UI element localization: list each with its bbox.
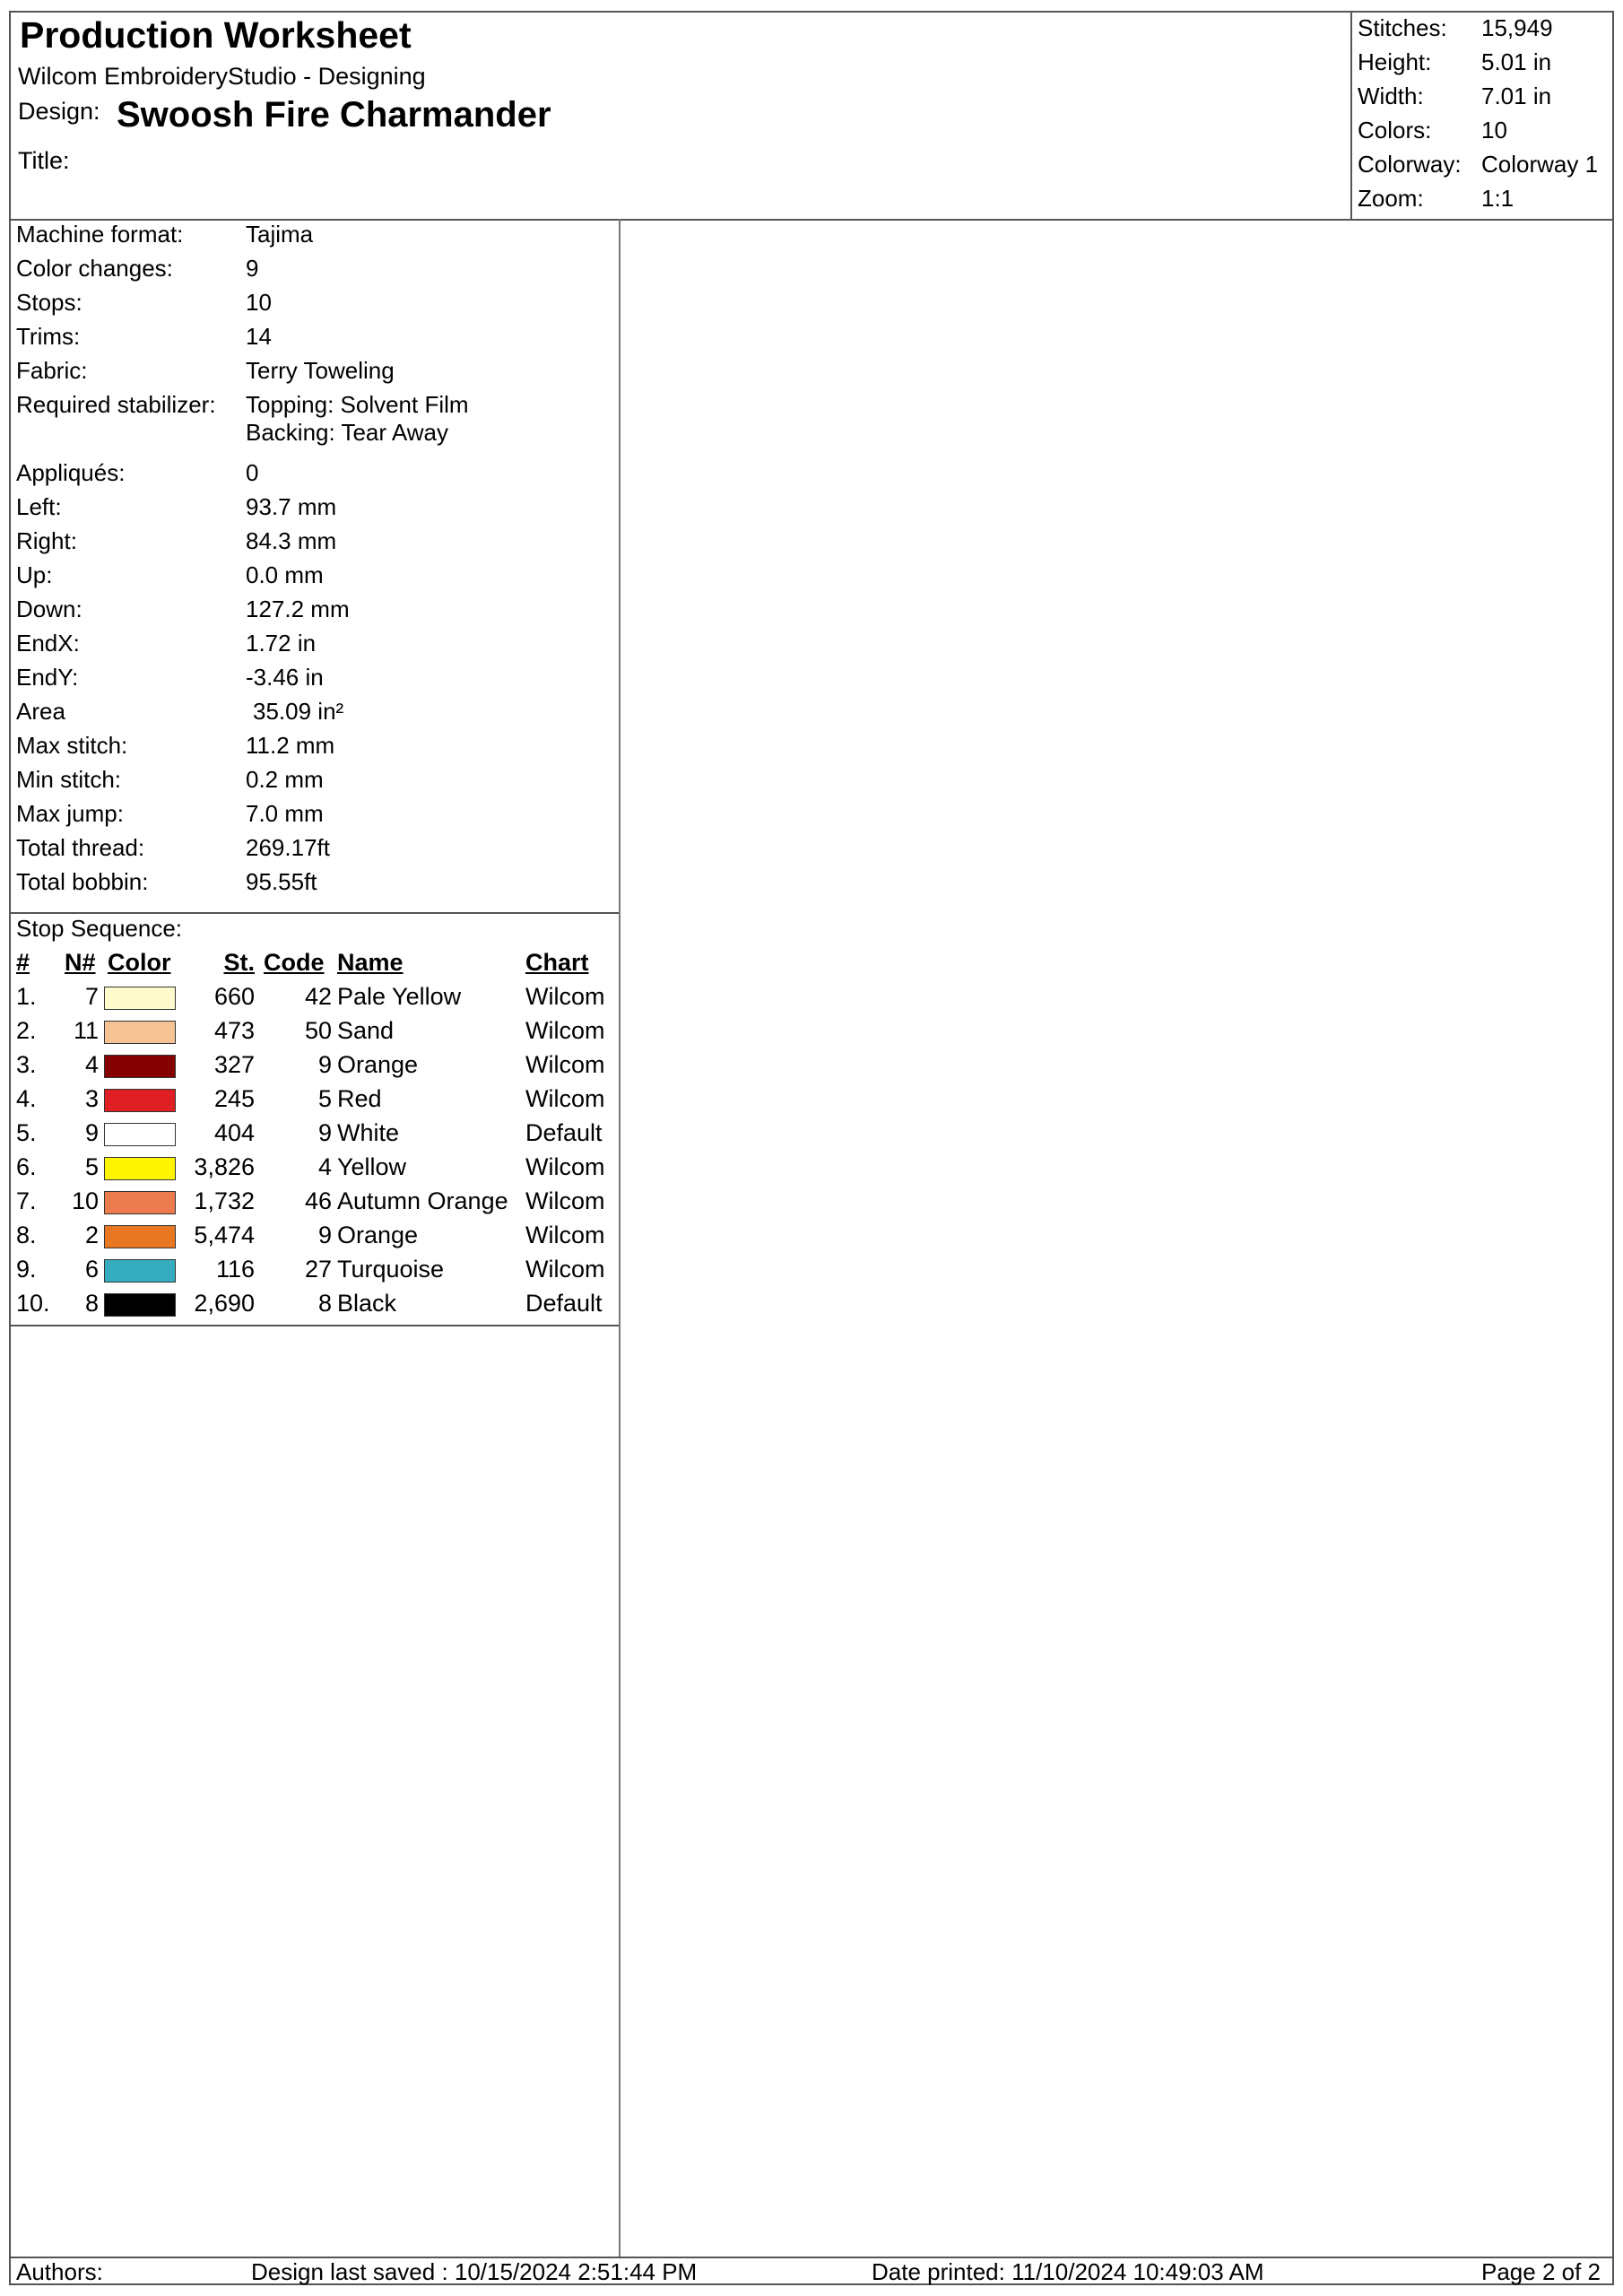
info-label: Min stitch: xyxy=(16,766,122,793)
thread-code: 27 xyxy=(304,1256,332,1283)
design-info-column xyxy=(11,219,621,2257)
thread-code: 9 xyxy=(317,1222,332,1248)
thread-name: Turquoise xyxy=(337,1256,445,1283)
info-label: Machine format: xyxy=(16,221,184,248)
stabilizer-topping: Topping: Solvent Film xyxy=(246,391,469,418)
thread-chart: Wilcom xyxy=(525,983,605,1010)
thread-chart: Default xyxy=(525,1290,603,1317)
needle-number: 2 xyxy=(84,1222,99,1248)
stop-row xyxy=(11,1153,619,1187)
header-chart: Chart xyxy=(525,949,589,976)
info-label: EndX: xyxy=(16,630,80,657)
thread-code: 46 xyxy=(304,1187,332,1214)
info-label: Down: xyxy=(16,596,82,622)
color-swatch xyxy=(104,1259,176,1283)
stop-number: 3. xyxy=(16,1051,37,1078)
needle-number: 5 xyxy=(84,1153,99,1180)
thread-code: 9 xyxy=(317,1051,332,1078)
thread-code: 8 xyxy=(317,1290,332,1317)
color-swatch xyxy=(104,1157,176,1180)
thread-code: 50 xyxy=(304,1017,332,1044)
stop-row xyxy=(11,1222,619,1256)
worksheet-header xyxy=(11,13,1612,221)
stop-number: 8. xyxy=(16,1222,37,1248)
color-swatch xyxy=(104,1055,176,1078)
needle-number: 10 xyxy=(71,1187,99,1214)
info-value: 11.2 mm xyxy=(246,732,335,759)
needle-number: 7 xyxy=(84,983,99,1010)
summary-row-width xyxy=(1352,83,1614,117)
info-value: 9 xyxy=(246,255,259,282)
worksheet-footer xyxy=(11,2257,1612,2285)
section-divider xyxy=(11,912,619,914)
header-needle: N# xyxy=(65,949,96,976)
info-label: Total thread: xyxy=(16,834,145,861)
header-color: Color xyxy=(108,949,171,976)
info-value: 7.0 mm xyxy=(246,800,324,827)
thread-chart: Wilcom xyxy=(525,1085,605,1112)
info-value: 127.2 mm xyxy=(246,596,350,622)
thread-chart: Wilcom xyxy=(525,1153,605,1180)
info-label: Stops: xyxy=(16,289,82,316)
stitch-count: 5,474 xyxy=(194,1222,255,1248)
thread-chart: Wilcom xyxy=(525,1222,605,1248)
needle-number: 8 xyxy=(84,1290,99,1317)
title-label: Title: xyxy=(18,147,70,174)
summary-label: Height: xyxy=(1358,48,1432,75)
thread-chart: Wilcom xyxy=(525,1017,605,1044)
stitch-count: 2,690 xyxy=(194,1290,255,1317)
summary-value: 15,949 xyxy=(1481,14,1553,41)
info-value: 269.17ft xyxy=(246,834,330,861)
stitch-count: 3,826 xyxy=(194,1153,255,1180)
summary-value: 10 xyxy=(1481,117,1507,144)
page-number: Page 2 of 2 xyxy=(1481,2258,1601,2285)
needle-number: 6 xyxy=(84,1256,99,1283)
needle-number: 11 xyxy=(73,1017,99,1044)
needle-number: 9 xyxy=(84,1119,99,1146)
info-value: -3.46 in xyxy=(246,664,324,691)
header-stitches: St. xyxy=(223,949,255,976)
color-swatch xyxy=(104,1021,176,1044)
stop-number: 4. xyxy=(16,1085,37,1112)
info-value: 95.55ft xyxy=(246,868,317,895)
summary-row-zoom xyxy=(1352,185,1614,219)
design-summary xyxy=(1350,13,1614,219)
thread-code: 5 xyxy=(317,1085,332,1112)
summary-label: Colors: xyxy=(1358,117,1432,144)
design-last-saved: Design last saved : 10/15/2024 2:51:44 PM xyxy=(251,2258,698,2285)
color-swatch xyxy=(104,1123,176,1146)
thread-chart: Wilcom xyxy=(525,1256,605,1283)
thread-name: Yellow xyxy=(337,1153,407,1180)
color-swatch xyxy=(104,1293,176,1317)
info-value: 10 xyxy=(246,289,272,316)
info-value: 0 xyxy=(246,459,259,486)
info-label: Color changes: xyxy=(16,255,173,282)
info-label: Area xyxy=(16,698,65,725)
info-value: 14 xyxy=(246,323,272,350)
header-code: Code xyxy=(264,949,325,976)
thread-code: 9 xyxy=(317,1119,332,1146)
info-value: 84.3 mm xyxy=(246,527,337,554)
info-label: Appliqués: xyxy=(16,459,126,486)
info-label: EndY: xyxy=(16,664,79,691)
stop-row xyxy=(11,1187,619,1222)
summary-value: Colorway 1 xyxy=(1481,151,1599,178)
stop-number: 5. xyxy=(16,1119,37,1146)
authors-label: Authors: xyxy=(16,2258,103,2285)
stop-row xyxy=(11,1051,619,1085)
thread-name: Orange xyxy=(337,1222,419,1248)
application-name: Wilcom EmbroideryStudio - Designing xyxy=(18,63,426,90)
thread-code: 42 xyxy=(304,983,332,1010)
info-label: Fabric: xyxy=(16,357,88,384)
info-label: Left: xyxy=(16,493,62,520)
stabilizer-backing: Backing: Tear Away xyxy=(246,419,448,446)
stop-row xyxy=(11,983,619,1017)
summary-row-height xyxy=(1352,48,1614,83)
stop-row xyxy=(11,1085,619,1119)
worksheet-title: Production Worksheet xyxy=(20,14,412,56)
summary-row-colorway xyxy=(1352,151,1614,185)
stop-row xyxy=(11,1290,619,1324)
info-label: Up: xyxy=(16,561,53,588)
summary-row-stitches xyxy=(1352,14,1614,48)
thread-name: Red xyxy=(337,1085,382,1112)
stitch-count: 327 xyxy=(213,1051,255,1078)
info-value: 93.7 mm xyxy=(246,493,337,520)
info-label: Right: xyxy=(16,527,77,554)
thread-name: Orange xyxy=(337,1051,419,1078)
info-label: Required stabilizer: xyxy=(16,391,216,418)
section-divider xyxy=(11,1325,619,1326)
stop-number: 1. xyxy=(16,983,37,1010)
stop-number: 7. xyxy=(16,1187,37,1214)
stitch-count: 473 xyxy=(213,1017,255,1044)
stop-row xyxy=(11,1256,619,1290)
needle-number: 3 xyxy=(84,1085,99,1112)
header-name: Name xyxy=(337,949,404,976)
summary-label: Colorway: xyxy=(1358,151,1462,178)
info-label: Total bobbin: xyxy=(16,868,149,895)
summary-value: 1:1 xyxy=(1481,185,1515,212)
summary-value: 7.01 in xyxy=(1481,83,1552,109)
stop-row xyxy=(11,1017,619,1051)
header-number: # xyxy=(16,949,30,976)
color-swatch xyxy=(104,1089,176,1112)
info-value: Terry Toweling xyxy=(246,357,395,384)
needle-number: 4 xyxy=(84,1051,99,1078)
stitch-count: 660 xyxy=(213,983,255,1010)
info-value: 0.2 mm xyxy=(246,766,324,793)
stop-row xyxy=(11,1119,619,1153)
summary-row-colors xyxy=(1352,117,1614,151)
thread-name: Autumn Orange xyxy=(337,1187,508,1214)
thread-name: Pale Yellow xyxy=(337,983,462,1010)
design-label: Design: xyxy=(18,98,100,125)
stitch-count: 404 xyxy=(213,1119,255,1146)
thread-chart: Wilcom xyxy=(525,1051,605,1078)
summary-label: Stitches: xyxy=(1358,14,1447,41)
thread-name: Black xyxy=(337,1290,397,1317)
stop-number: 10. xyxy=(16,1290,50,1317)
color-swatch xyxy=(104,1225,176,1248)
design-name: Swoosh Fire Charmander xyxy=(117,95,551,135)
stop-number: 9. xyxy=(16,1256,37,1283)
thread-name: White xyxy=(337,1119,400,1146)
stitch-count: 1,732 xyxy=(194,1187,255,1214)
stitch-count: 116 xyxy=(215,1256,255,1283)
color-swatch xyxy=(104,987,176,1010)
thread-code: 4 xyxy=(317,1153,332,1180)
stop-number: 6. xyxy=(16,1153,37,1180)
thread-chart: Wilcom xyxy=(525,1187,605,1214)
info-value: 0.0 mm xyxy=(246,561,324,588)
thread-name: Sand xyxy=(337,1017,395,1044)
stitch-count: 245 xyxy=(213,1085,255,1112)
summary-label: Zoom: xyxy=(1358,185,1424,212)
production-worksheet xyxy=(9,11,1614,2285)
info-value: Tajima xyxy=(246,221,314,248)
stop-sequence-title: Stop Sequence: xyxy=(16,915,183,942)
info-label: Max jump: xyxy=(16,800,124,827)
info-value: 1.72 in xyxy=(246,630,317,657)
summary-value: 5.01 in xyxy=(1481,48,1552,75)
info-label: Trims: xyxy=(16,323,81,350)
info-label: Max stitch: xyxy=(16,732,128,759)
info-value: 35.09 in² xyxy=(253,698,344,725)
summary-label: Width: xyxy=(1358,83,1424,109)
color-swatch xyxy=(104,1191,176,1214)
date-printed: Date printed: 11/10/2024 10:49:03 AM xyxy=(872,2258,1264,2285)
thread-chart: Default xyxy=(525,1119,603,1146)
stop-number: 2. xyxy=(16,1017,37,1044)
